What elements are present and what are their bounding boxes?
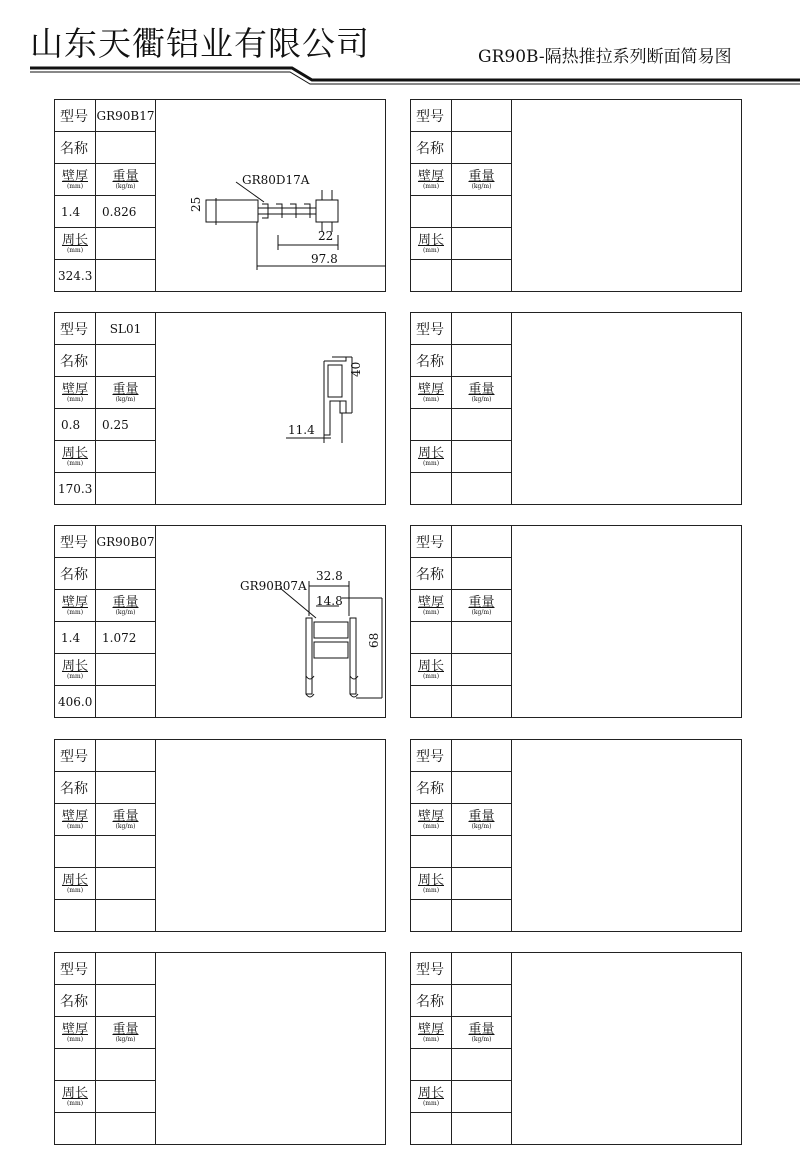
perimeter-blank: [452, 868, 512, 900]
dim-part: GR90B07A: [240, 579, 307, 593]
profile-card-8: [410, 739, 742, 932]
perimeter-blank-2: [96, 473, 156, 505]
weight-value: [452, 836, 512, 868]
weight-label: 重量 (kg/m): [96, 590, 156, 622]
profile-card-1: [54, 99, 386, 292]
perimeter-blank-2: [452, 260, 512, 292]
wall-value: [411, 196, 452, 228]
model-value: [96, 740, 156, 772]
perimeter-value: [55, 900, 96, 932]
perimeter-blank: [96, 1081, 156, 1113]
model-value: [96, 953, 156, 985]
perimeter-blank: [452, 228, 512, 260]
wall-value: 0.8: [55, 409, 96, 441]
spec-table: [411, 740, 512, 932]
wall-value: [411, 409, 452, 441]
perimeter-value: 406.0: [55, 686, 96, 718]
perimeter-value: [55, 1113, 96, 1145]
profile-card-7: [54, 739, 386, 932]
weight-value: 0.826: [96, 196, 156, 228]
dim-height: 25: [189, 196, 203, 212]
perimeter-value: 170.3: [55, 473, 96, 505]
weight-value: [96, 1049, 156, 1081]
name-label: 名称: [55, 772, 96, 804]
wall-label: 壁厚 (mm): [55, 377, 96, 409]
profile-drawing: [156, 313, 386, 505]
perimeter-value: [411, 686, 452, 718]
wall-label: 壁厚 (mm): [411, 164, 452, 196]
weight-value: [452, 409, 512, 441]
wall-value: [411, 836, 452, 868]
model-value: SL01: [96, 313, 156, 345]
model-value: [452, 953, 512, 985]
wall-label: 壁厚 (mm): [411, 590, 452, 622]
perimeter-blank: [96, 868, 156, 900]
weight-value: [96, 836, 156, 868]
perimeter-blank-2: [452, 1113, 512, 1145]
weight-label: 重量 (kg/m): [96, 377, 156, 409]
wall-label: 壁厚 (mm): [55, 1017, 96, 1049]
name-label: 名称: [411, 345, 452, 377]
model-value: [452, 740, 512, 772]
profile-drawing: [512, 313, 742, 505]
profile-card-2: [410, 99, 742, 292]
model-value: GR90B17: [96, 100, 156, 132]
wall-value: [411, 622, 452, 654]
name-label: 名称: [411, 985, 452, 1017]
name-value: [96, 345, 156, 377]
spec-table: [55, 740, 156, 932]
perimeter-label: 周长 (mm): [55, 868, 96, 900]
spec-table: [55, 100, 156, 292]
profile-drawing: [512, 953, 742, 1145]
profile-drawing: [512, 526, 742, 718]
spec-table: [55, 526, 156, 718]
model-label: 型号: [55, 953, 96, 985]
name-label: 名称: [411, 132, 452, 164]
perimeter-blank-2: [452, 900, 512, 932]
wall-label: 壁厚 (mm): [55, 804, 96, 836]
model-value: GR90B07: [96, 526, 156, 558]
perimeter-label: 周长 (mm): [411, 228, 452, 260]
company-name: 山东天衢铝业有限公司: [30, 24, 370, 63]
name-label: 名称: [55, 345, 96, 377]
weight-value: [452, 622, 512, 654]
weight-label: 重量 (kg/m): [452, 804, 512, 836]
wall-value: 1.4: [55, 622, 96, 654]
wall-value: [55, 836, 96, 868]
weight-label: 重量 (kg/m): [452, 377, 512, 409]
name-value: [452, 772, 512, 804]
perimeter-blank-2: [96, 900, 156, 932]
perimeter-value: 324.3: [55, 260, 96, 292]
profile-card-3: [54, 312, 386, 505]
profile-card-10: [410, 952, 742, 1145]
dim-width: 97.8: [311, 252, 338, 266]
dim-w2: 14.8: [316, 594, 343, 608]
name-value: [96, 772, 156, 804]
wall-label: 壁厚 (mm): [55, 590, 96, 622]
name-value: [452, 558, 512, 590]
perimeter-blank: [96, 228, 156, 260]
perimeter-label: 周长 (mm): [411, 868, 452, 900]
dim-w1: 32.8: [316, 569, 343, 583]
name-value: [96, 558, 156, 590]
model-value: [452, 100, 512, 132]
model-label: 型号: [55, 740, 96, 772]
weight-value: 0.25: [96, 409, 156, 441]
dim-inner: 22: [318, 229, 334, 243]
model-label: 型号: [55, 526, 96, 558]
dim-height: 40: [349, 361, 363, 377]
dim-width: 11.4: [288, 423, 315, 437]
perimeter-label: 周长 (mm): [55, 1081, 96, 1113]
perimeter-blank: [96, 654, 156, 686]
weight-label: 重量 (kg/m): [96, 164, 156, 196]
perimeter-label: 周长 (mm): [55, 654, 96, 686]
perimeter-blank-2: [96, 686, 156, 718]
perimeter-label: 周长 (mm): [55, 228, 96, 260]
perimeter-value: [411, 1113, 452, 1145]
perimeter-blank-2: [96, 260, 156, 292]
wall-value: 1.4: [55, 196, 96, 228]
spec-table: [55, 953, 156, 1145]
document-title: GR90B-隔热推拉系列断面简易图: [478, 47, 732, 67]
perimeter-value: [411, 473, 452, 505]
spec-table: [411, 313, 512, 505]
perimeter-label: 周长 (mm): [411, 441, 452, 473]
model-label: 型号: [411, 526, 452, 558]
profile-drawing: [156, 953, 386, 1145]
weight-value: [452, 196, 512, 228]
weight-label: 重量 (kg/m): [452, 164, 512, 196]
wall-label: 壁厚 (mm): [55, 164, 96, 196]
perimeter-label: 周长 (mm): [55, 441, 96, 473]
perimeter-blank: [96, 441, 156, 473]
model-label: 型号: [411, 953, 452, 985]
perimeter-blank-2: [452, 686, 512, 718]
wall-label: 壁厚 (mm): [411, 1017, 452, 1049]
perimeter-blank: [452, 1081, 512, 1113]
perimeter-value: [411, 900, 452, 932]
name-label: 名称: [411, 772, 452, 804]
model-label: 型号: [55, 100, 96, 132]
model-value: [452, 526, 512, 558]
perimeter-blank-2: [96, 1113, 156, 1145]
model-value: [452, 313, 512, 345]
name-value: [452, 345, 512, 377]
weight-value: [452, 1049, 512, 1081]
perimeter-value: [411, 260, 452, 292]
wall-label: 壁厚 (mm): [411, 804, 452, 836]
weight-value: 1.072: [96, 622, 156, 654]
weight-label: 重量 (kg/m): [452, 1017, 512, 1049]
spec-table: [411, 526, 512, 718]
weight-label: 重量 (kg/m): [452, 590, 512, 622]
perimeter-blank: [452, 441, 512, 473]
name-label: 名称: [55, 558, 96, 590]
profile-card-4: [410, 312, 742, 505]
profile-drawing: [512, 740, 742, 932]
model-label: 型号: [411, 100, 452, 132]
wall-value: [411, 1049, 452, 1081]
profile-drawing: [512, 100, 742, 292]
dim-part: GR80D17A: [242, 173, 310, 187]
name-label: 名称: [55, 132, 96, 164]
name-label: 名称: [55, 985, 96, 1017]
name-value: [452, 132, 512, 164]
spec-table: [411, 953, 512, 1145]
perimeter-blank: [452, 654, 512, 686]
dim-height: 68: [367, 632, 381, 648]
model-label: 型号: [55, 313, 96, 345]
name-value: [452, 985, 512, 1017]
wall-label: 壁厚 (mm): [411, 377, 452, 409]
wall-value: [55, 1049, 96, 1081]
profile-drawing: [156, 100, 386, 292]
name-value: [96, 985, 156, 1017]
profile-drawing: [156, 526, 386, 718]
profile-drawing: [156, 740, 386, 932]
perimeter-label: 周长 (mm): [411, 1081, 452, 1113]
name-value: [96, 132, 156, 164]
weight-label: 重量 (kg/m): [96, 1017, 156, 1049]
spec-table: [55, 313, 156, 505]
profile-card-6: [410, 525, 742, 718]
model-label: 型号: [411, 313, 452, 345]
weight-label: 重量 (kg/m): [96, 804, 156, 836]
perimeter-blank-2: [452, 473, 512, 505]
name-label: 名称: [411, 558, 452, 590]
model-label: 型号: [411, 740, 452, 772]
profile-card-9: [54, 952, 386, 1145]
perimeter-label: 周长 (mm): [411, 654, 452, 686]
profile-card-5: [54, 525, 386, 718]
spec-table: [411, 100, 512, 292]
